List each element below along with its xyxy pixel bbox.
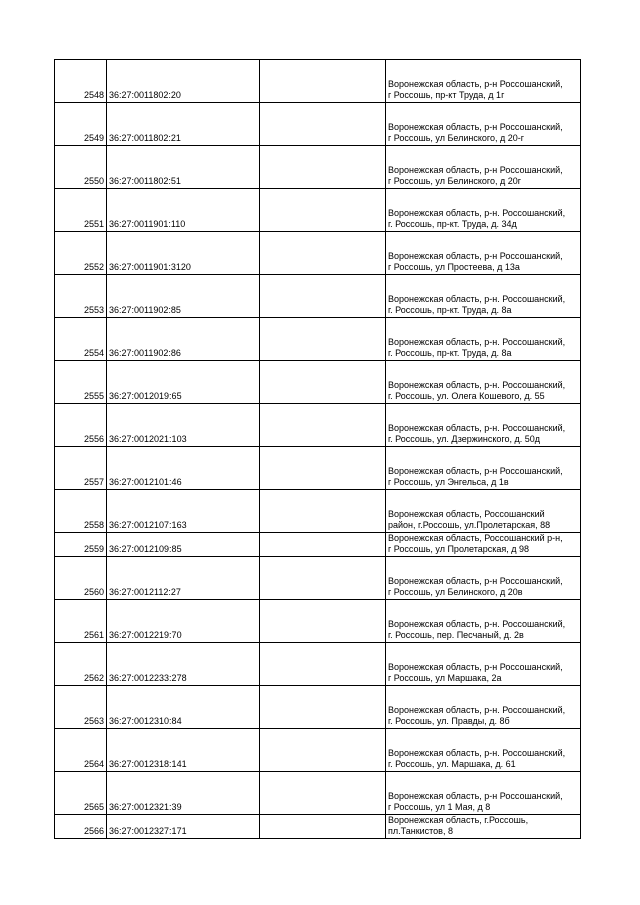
cadastral-number (107, 361, 260, 404)
address-line-1: Воронежская область, р-н Россошанский, (388, 662, 563, 672)
address-line-1: Воронежская область, р-н Россошанский, (388, 79, 563, 89)
address-line-2: пл.Танкистов, 8 (388, 826, 453, 836)
address-line-1: Воронежская область, р-н. Россошанский, (388, 380, 566, 390)
row-number-value: 2556 (83, 434, 104, 444)
cadastral-number (107, 557, 260, 600)
row-number (55, 686, 107, 729)
row-number-value: 2555 (83, 391, 104, 401)
empty-cell (260, 361, 386, 404)
empty-cell (260, 189, 386, 232)
address-line-1: Воронежская область, р-н Россошанский, (388, 165, 563, 175)
table-row (55, 275, 581, 318)
empty-cell (260, 815, 386, 839)
row-number-value: 2554 (83, 348, 104, 358)
address-cell (386, 557, 581, 600)
empty-cell (260, 686, 386, 729)
registry-table (54, 59, 581, 839)
table-row (55, 643, 581, 686)
address-line-2: г. Россошь, пр-кт. Труда, д. 8а (388, 305, 512, 315)
table-row (55, 404, 581, 447)
address-line-1: Воронежская область, р-н. Россошанский, (388, 294, 566, 304)
address-line-2: г. Россошь, ул. Олега Кошевого, д. 55 (388, 391, 545, 401)
row-number (55, 557, 107, 600)
cadastral-number-value: 36:27:0011901:3120 (109, 262, 191, 272)
empty-cell (260, 275, 386, 318)
address-cell (386, 275, 581, 318)
address-cell (386, 533, 581, 557)
row-number-value: 2551 (83, 219, 104, 229)
cadastral-number (107, 533, 260, 557)
address-cell (386, 772, 581, 815)
cadastral-number-value: 36:27:0012318:141 (109, 759, 187, 769)
address-cell (386, 60, 581, 103)
table-row (55, 146, 581, 189)
cadastral-number (107, 772, 260, 815)
cadastral-number-value: 36:27:0012233:278 (109, 673, 187, 683)
row-number-value: 2560 (83, 587, 104, 597)
address-cell (386, 103, 581, 146)
row-number-value: 2563 (83, 716, 104, 726)
address-line-1: Воронежская область, р-н. Россошанский, (388, 423, 566, 433)
address-line-1: Воронежская область, р-н Россошанский, (388, 791, 563, 801)
table-row (55, 600, 581, 643)
cadastral-number (107, 815, 260, 839)
cadastral-number (107, 189, 260, 232)
row-number (55, 404, 107, 447)
table-row (55, 490, 581, 533)
table-row (55, 772, 581, 815)
address-line-2: г. Россошь, ул. Дзержинского, д. 50д (388, 434, 540, 444)
cadastral-number (107, 643, 260, 686)
cadastral-number (107, 318, 260, 361)
empty-cell (260, 318, 386, 361)
cadastral-number (107, 729, 260, 772)
address-line-1: Воронежская область, р-н Россошанский, (388, 251, 563, 261)
row-number-value: 2565 (83, 802, 104, 812)
address-line-1: Воронежская область, р-н Россошанский, (388, 122, 563, 132)
empty-cell (260, 643, 386, 686)
row-number-value: 2550 (83, 176, 104, 186)
row-number-value: 2559 (83, 544, 104, 554)
empty-cell (260, 490, 386, 533)
address-cell (386, 361, 581, 404)
empty-cell (260, 729, 386, 772)
cadastral-number (107, 600, 260, 643)
address-line-1: Воронежская область, р-н. Россошанский, (388, 705, 566, 715)
address-line-1: Воронежская область, р-н Россошанский, (388, 576, 563, 586)
empty-cell (260, 600, 386, 643)
row-number (55, 729, 107, 772)
address-cell (386, 729, 581, 772)
row-number (55, 275, 107, 318)
address-cell (386, 686, 581, 729)
row-number-value: 2548 (83, 90, 104, 100)
address-line-1: Воронежская область, г.Россошь, (388, 815, 529, 825)
cadastral-number (107, 103, 260, 146)
row-number (55, 60, 107, 103)
address-line-2: г. Россошь, ул. Маршака, д. 61 (388, 759, 516, 769)
address-cell (386, 643, 581, 686)
empty-cell (260, 404, 386, 447)
address-line-2: г Россошь, ул Простеева, д 13а (388, 262, 520, 272)
row-number (55, 815, 107, 839)
table-row (55, 557, 581, 600)
row-number (55, 447, 107, 490)
cadastral-number-value: 36:27:0012310:84 (109, 716, 182, 726)
table-row (55, 103, 581, 146)
empty-cell (260, 60, 386, 103)
address-line-1: Воронежская область, р-н. Россошанский, (388, 748, 566, 758)
address-line-2: г Россошь, ул Белинского, д 20-г (388, 133, 525, 143)
table-row (55, 729, 581, 772)
cadastral-number-value: 36:27:0012019:65 (109, 391, 182, 401)
address-cell (386, 146, 581, 189)
address-cell (386, 490, 581, 533)
cadastral-number-value: 36:27:0012021:103 (109, 434, 187, 444)
table-row (55, 815, 581, 839)
cadastral-number (107, 686, 260, 729)
row-number-value: 2562 (83, 673, 104, 683)
table-row (55, 686, 581, 729)
table-row (55, 232, 581, 275)
cadastral-number-value: 36:27:0011802:51 (109, 176, 181, 186)
address-line-1: Воронежская область, р-н. Россошанский, (388, 619, 566, 629)
row-number (55, 361, 107, 404)
cadastral-number-value: 36:27:0011902:86 (109, 348, 181, 358)
address-line-2: г Россошь, ул Белинского, д 20в (388, 587, 523, 597)
row-number (55, 146, 107, 189)
address-line-2: г. Россошь, пр-кт. Труда, д. 8а (388, 348, 512, 358)
table-row (55, 447, 581, 490)
address-line-2: г Россошь, ул Маршака, 2а (388, 673, 502, 683)
row-number (55, 189, 107, 232)
address-line-1: Воронежская область, Россошанский р-н, (388, 533, 563, 543)
address-line-2: г Россошь, ул Пролетарская, д 98 (388, 544, 530, 554)
cadastral-number (107, 232, 260, 275)
empty-cell (260, 447, 386, 490)
cadastral-number (107, 490, 260, 533)
address-line-2: г. Россошь, ул. Правды, д. 8б (388, 716, 510, 726)
empty-cell (260, 557, 386, 600)
address-line-2: г Россошь, ул Энгельса, д 1в (388, 477, 509, 487)
cadastral-number-value: 36:27:0012109:85 (109, 544, 182, 554)
address-line-2: г Россошь, ул 1 Мая, д 8 (388, 802, 491, 812)
row-number-value: 2557 (83, 477, 104, 487)
row-number (55, 232, 107, 275)
row-number-value: 2549 (83, 133, 104, 143)
table-row (55, 318, 581, 361)
cadastral-number-value: 36:27:0011802:21 (109, 133, 181, 143)
registry-table-body (55, 60, 581, 839)
address-cell (386, 318, 581, 361)
cadastral-number (107, 60, 260, 103)
row-number (55, 772, 107, 815)
address-cell (386, 815, 581, 839)
address-cell (386, 189, 581, 232)
cadastral-number-value: 36:27:0012327:171 (109, 826, 187, 836)
row-number (55, 103, 107, 146)
row-number-value: 2566 (83, 826, 104, 836)
address-cell (386, 232, 581, 275)
empty-cell (260, 103, 386, 146)
address-line-2: г Россошь, пр-кт Труда, д 1г (388, 90, 505, 100)
address-line-2: г. Россошь, пер. Песчаный, д. 2в (388, 630, 524, 640)
empty-cell (260, 146, 386, 189)
table-row (55, 189, 581, 232)
cadastral-number-value: 36:27:0012321:39 (109, 802, 182, 812)
address-cell (386, 404, 581, 447)
empty-cell (260, 232, 386, 275)
row-number (55, 643, 107, 686)
row-number (55, 318, 107, 361)
cadastral-number-value: 36:27:0011901:110 (109, 219, 186, 229)
cadastral-number-value: 36:27:0012219:70 (109, 630, 182, 640)
empty-cell (260, 772, 386, 815)
cadastral-number-value: 36:27:0012101:46 (109, 477, 182, 487)
address-line-1: Воронежская область, Россошанский (388, 509, 545, 519)
address-cell (386, 600, 581, 643)
cadastral-number (107, 447, 260, 490)
row-number-value: 2553 (83, 305, 104, 315)
address-cell (386, 447, 581, 490)
table-row (55, 533, 581, 557)
address-line-1: Воронежская область, р-н Россошанский, (388, 466, 563, 476)
cadastral-number (107, 146, 260, 189)
row-number-value: 2558 (83, 520, 104, 530)
cadastral-number-value: 36:27:0011802:20 (109, 90, 181, 100)
cadastral-number-value: 36:27:0012107:163 (109, 520, 187, 530)
address-line-1: Воронежская область, р-н. Россошанский, (388, 208, 566, 218)
row-number-value: 2561 (83, 630, 104, 640)
cadastral-number-value: 36:27:0012112:27 (109, 587, 181, 597)
address-line-1: Воронежская область, р-н. Россошанский, (388, 337, 566, 347)
address-line-2: г Россошь, ул Белинского, д 20г (388, 176, 522, 186)
row-number (55, 533, 107, 557)
cadastral-number (107, 404, 260, 447)
row-number-value: 2564 (83, 759, 104, 769)
row-number (55, 490, 107, 533)
row-number (55, 600, 107, 643)
address-line-2: район, г.Россошь, ул.Пролетарская, 88 (388, 520, 551, 530)
cadastral-number (107, 275, 260, 318)
address-line-2: г. Россошь, пр-кт. Труда, д. 34д (388, 219, 517, 229)
empty-cell (260, 533, 386, 557)
table-row (55, 60, 581, 103)
row-number-value: 2552 (83, 262, 104, 272)
table-row (55, 361, 581, 404)
cadastral-number-value: 36:27:0011902:85 (109, 305, 181, 315)
